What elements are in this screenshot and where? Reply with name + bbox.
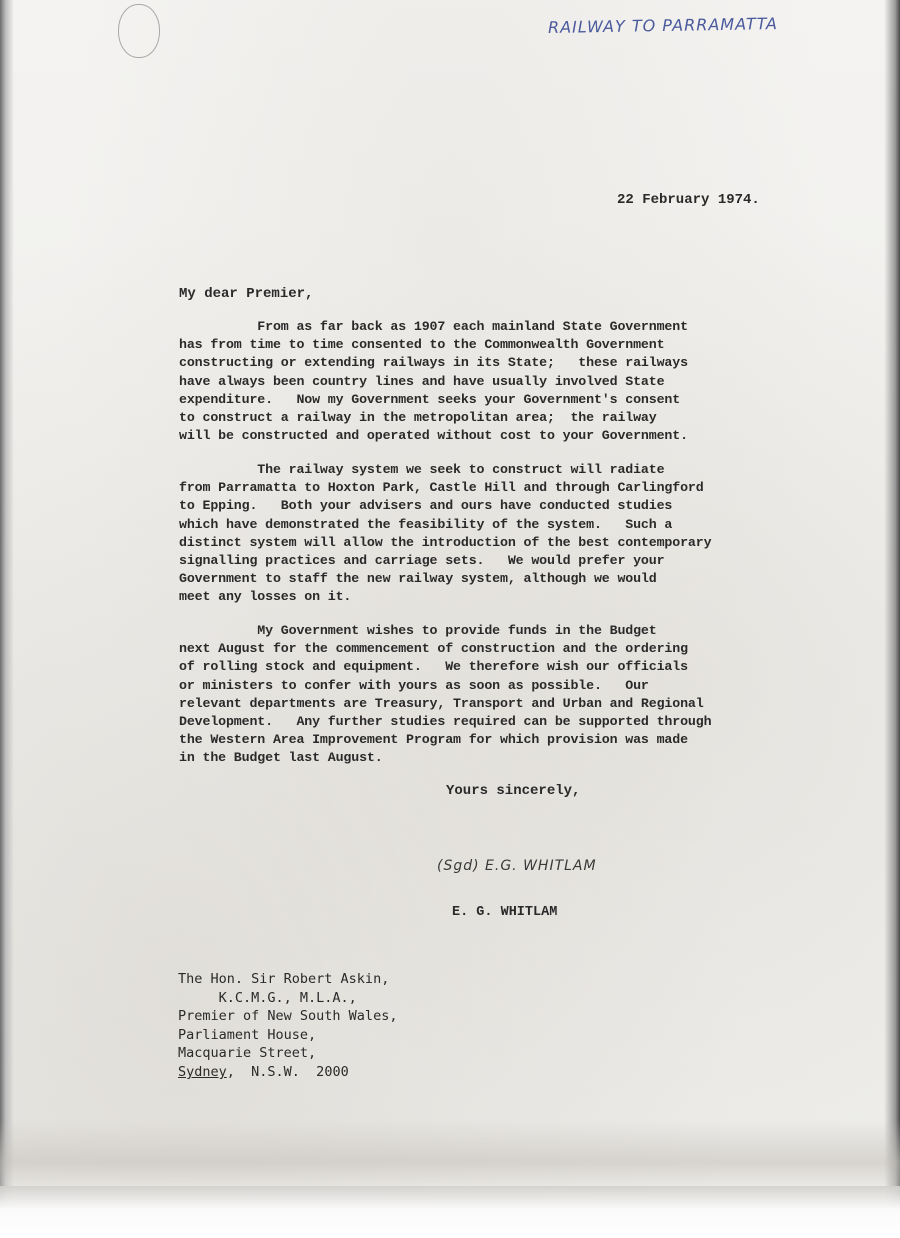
salutation: My dear Premier,	[179, 286, 314, 302]
scan-right-edge	[884, 0, 900, 1238]
scan-left-edge	[0, 0, 14, 1238]
handwritten-annotation: RAILWAY TO PARRAMATTA	[547, 13, 779, 38]
paper-fold-shadow	[0, 1120, 900, 1190]
address-line-1: The Hon. Sir Robert Askin,	[178, 971, 390, 987]
address-line-3: Premier of New South Wales,	[178, 1008, 398, 1025]
address-city: Sydney	[178, 1063, 227, 1080]
address-line-2: K.C.M.G., M.L.A.,	[178, 989, 357, 1006]
body-paragraph-1: From as far back as 1907 each mainland State Government has from time to time consented to the Commonwealth Government constructing or extending railways in its State; these railways have always been country lines and have usually involved State expenditure. Now my Government seeks your Government's consent to construct a railway in the metropolitan area; the railway will be constructed and operated without cost to your Government.	[179, 319, 688, 444]
closing: Yours sincerely,	[446, 783, 581, 799]
recipient-address	[178, 970, 397, 1082]
body-paragraph-3: My Government wishes to provide funds in the Budget next August for the commencement of construction and the ordering of rolling stock and equipment. We therefore wish our officials or ministers to confer with yours as soon as possible. Our relevant departments are Treasury, Transport and Urban and Regional Development. Any further studies required can be supported through the Western Area Improvement Program for which provision was made in the Budget last August.	[179, 623, 712, 766]
handwritten-signature: (Sgd) E.G. WHITLAM	[437, 858, 597, 874]
letter-date: 22 February 1974.	[617, 192, 760, 208]
body-paragraph-2: The railway system we seek to construct will radiate from Parramatta to Hoxton Park, Castle Hill and through Carlingford to Epping. Both your advisers and ours have conducted studies which have demonstrated the feasibility of the system. Such a distinct system will allow the introduction of the best contemporary signalling practices and carriage sets. We would prefer your Government to staff the new railway system, although we would meet any losses on it.	[179, 462, 712, 605]
address-line-6: , N.S.W. 2000	[226, 1063, 349, 1080]
signer-name: E. G. WHITLAM	[452, 905, 558, 920]
address-line-5: Macquarie Street,	[178, 1045, 317, 1062]
scan-bottom-margin	[0, 1186, 900, 1238]
staple-hole-mark	[118, 4, 160, 58]
address-line-4: Parliament House,	[178, 1026, 317, 1043]
